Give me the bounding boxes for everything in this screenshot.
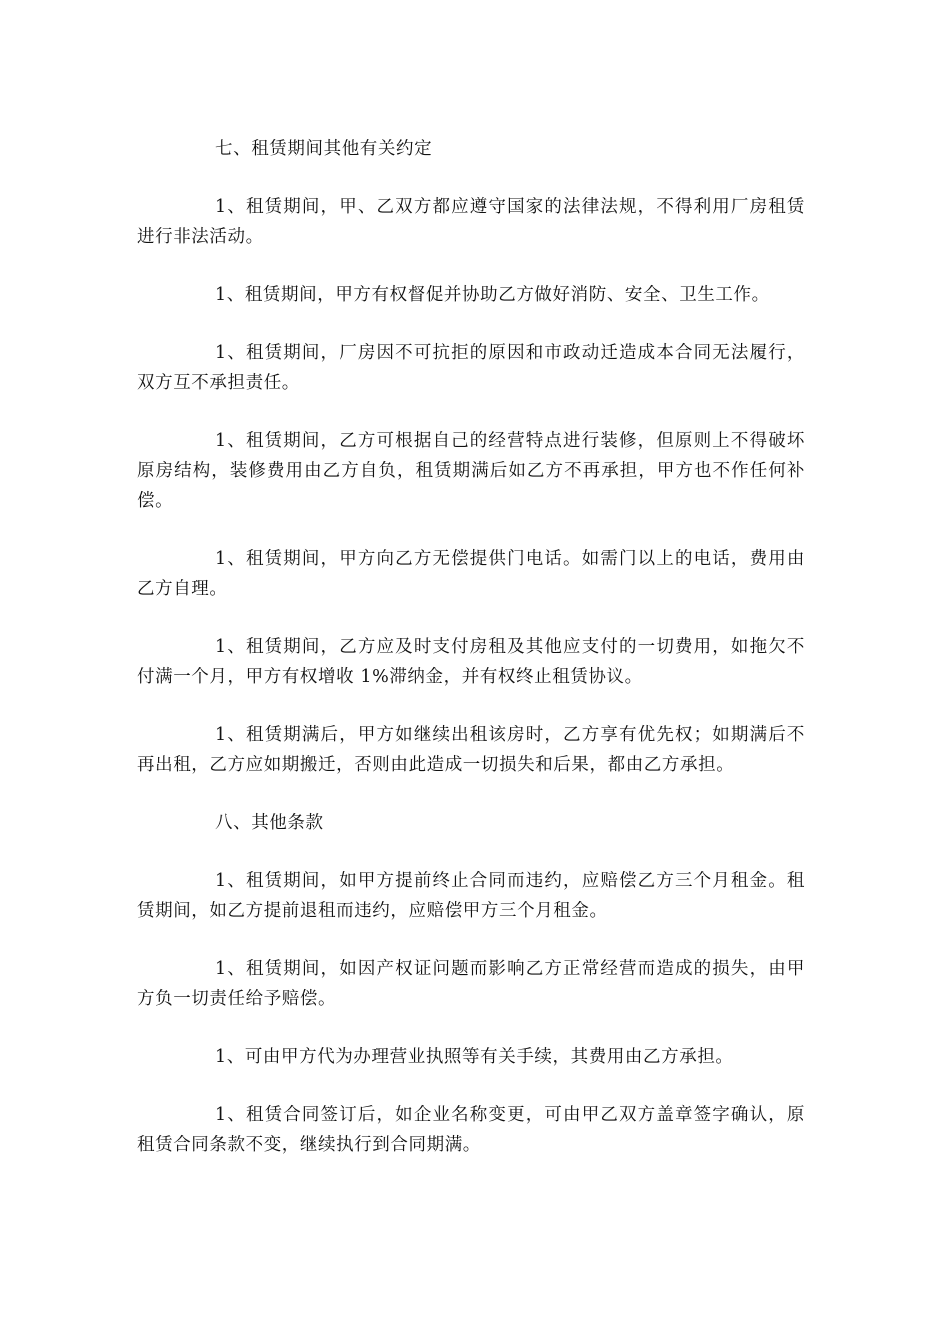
document-body xyxy=(137,134,805,1188)
clause-paragraph: 1、租赁期间，甲方有权督促并协助乙方做好消防、安全、卫生工作。 xyxy=(215,285,770,305)
clause-paragraph: 1、租赁期间，厂房因不可抗拒的原因和市政动迁造成本合同无法履行，双方互不承担责任。 xyxy=(137,343,805,393)
clause-paragraph: 1、租赁期间，如因产权证问题而影响乙方正常经营而造成的损失，由甲方负一切责任给予赔偿。 xyxy=(137,959,805,1009)
clause-paragraph: 1、可由甲方代为办理营业执照等有关手续，其费用由乙方承担。 xyxy=(215,1047,734,1067)
section-heading-7: 七、租赁期间其他有关约定 xyxy=(215,139,433,159)
clause-paragraph: 1、租赁期间，乙方应及时支付房租及其他应支付的一切费用，如拖欠不付满一个月，甲方有权增收 1%滞纳金，并有权终止租赁协议。 xyxy=(137,637,805,687)
clause-paragraph: 1、租赁期间，乙方可根据自己的经营特点进行装修，但原则上不得破坏原房结构，装修费用由乙方自负，租赁期满后如乙方不再承担，甲方也不作任何补偿。 xyxy=(137,431,805,511)
clause-paragraph: 1、租赁期间，如甲方提前终止合同而违约，应赔偿乙方三个月租金。租赁期间，如乙方提前退租而违约，应赔偿甲方三个月租金。 xyxy=(137,871,805,921)
section-heading-8: 八、其他条款 xyxy=(215,813,324,833)
clause-paragraph: 1、租赁期间，甲、乙双方都应遵守国家的法律法规，不得利用厂房租赁进行非法活动。 xyxy=(137,197,805,247)
clause-paragraph: 1、租赁合同签订后，如企业名称变更，可由甲乙双方盖章签字确认，原租赁合同条款不变，继续执行到合同期满。 xyxy=(137,1105,805,1155)
clause-paragraph: 1、租赁期满后，甲方如继续出租该房时，乙方享有优先权；如期满后不再出租，乙方应如期搬迁，否则由此造成一切损失和后果，都由乙方承担。 xyxy=(137,725,805,775)
clause-paragraph: 1、租赁期间，甲方向乙方无偿提供门电话。如需门以上的电话，费用由乙方自理。 xyxy=(137,549,805,599)
